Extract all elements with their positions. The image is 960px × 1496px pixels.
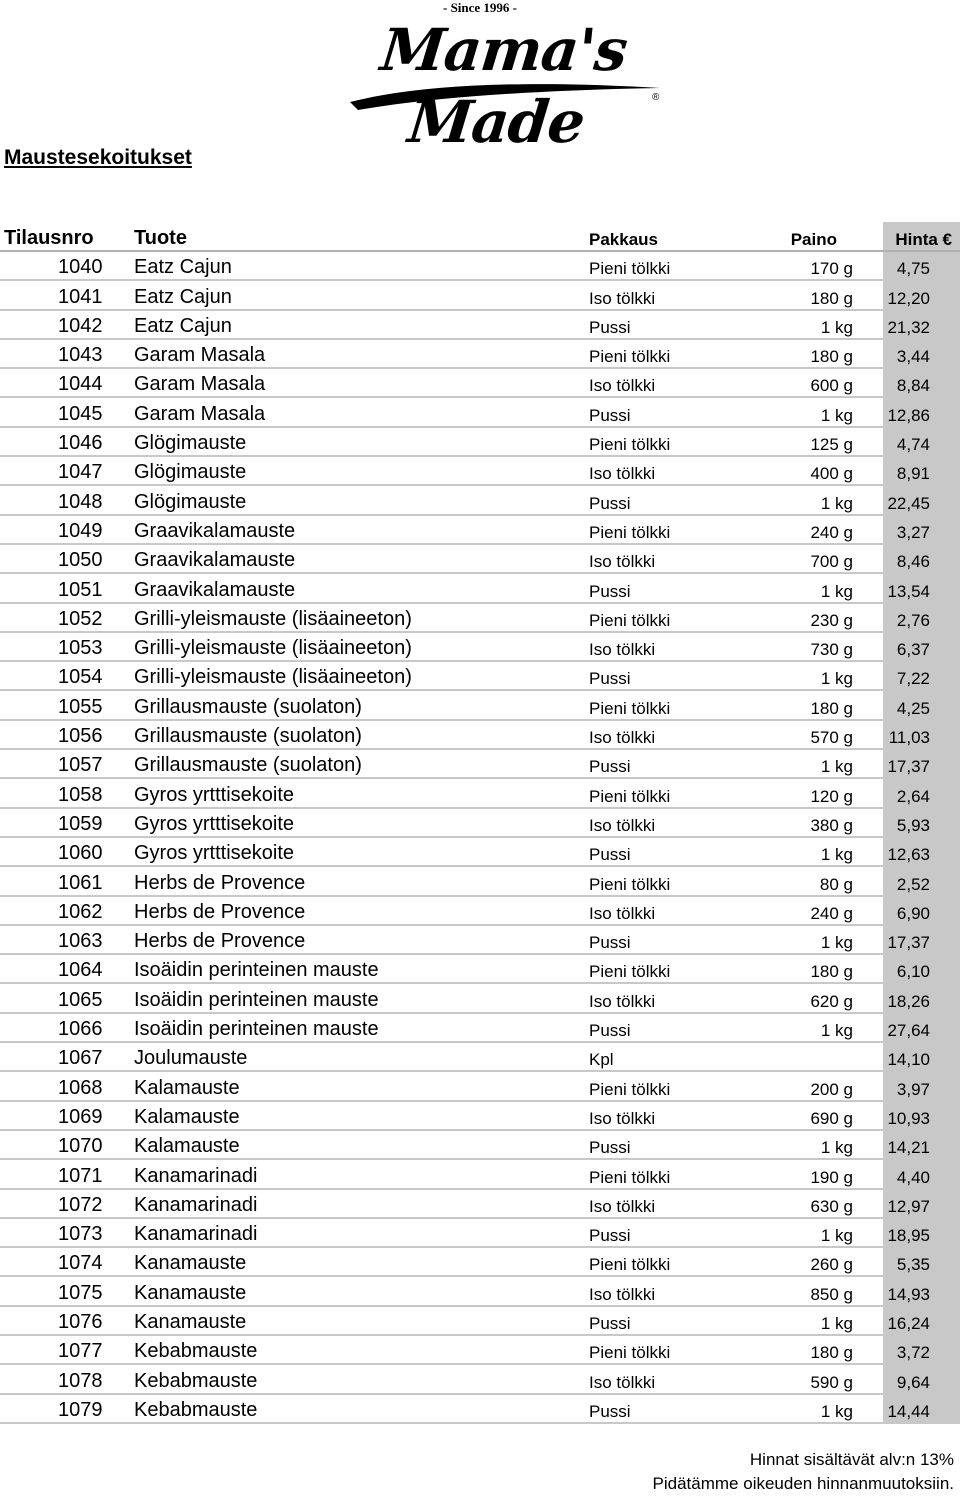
order-number-text: 1065 — [58, 988, 103, 1011]
table-row — [0, 690, 960, 719]
table-header-row — [0, 222, 960, 251]
table-row — [0, 1364, 960, 1393]
package-cell: Iso tölkki — [589, 896, 729, 925]
package-cell: Pieni tölkki — [589, 603, 729, 632]
table-row — [0, 573, 960, 602]
product-name-cell: Kanamauste — [134, 1247, 589, 1276]
table-row — [0, 1218, 960, 1247]
order-number-cell — [0, 720, 134, 749]
table-row — [0, 1335, 960, 1364]
price-cell: 12,86 — [883, 397, 960, 426]
product-name-cell: Garam Masala — [134, 368, 589, 397]
product-name-cell: Kanamarinadi — [134, 1189, 589, 1218]
order-number-cell — [0, 1276, 134, 1305]
product-name-cell: Gyros yrtttisekoite — [134, 778, 589, 807]
order-number-text: 1059 — [58, 812, 103, 835]
package-cell: Iso tölkki — [589, 368, 729, 397]
logo-wordmark: Mama's Made — [377, 16, 630, 156]
table-row — [0, 1276, 960, 1305]
price-cell: 6,37 — [883, 632, 960, 661]
price-cell: 18,26 — [883, 983, 960, 1012]
table-row — [0, 1306, 960, 1335]
section-title: Maustesekoitukset — [4, 146, 192, 169]
table-row — [0, 1247, 960, 1276]
table-row — [0, 1042, 960, 1071]
weight-cell: 1 kg — [729, 1013, 883, 1042]
product-name-cell: Eatz Cajun — [134, 310, 589, 339]
order-number-text: 1067 — [58, 1047, 103, 1070]
weight-cell: 120 g — [729, 778, 883, 807]
order-number-text: 1076 — [58, 1310, 103, 1333]
table-row — [0, 1159, 960, 1188]
order-number-cell — [0, 749, 134, 778]
weight-cell: 125 g — [729, 427, 883, 456]
table-row — [0, 954, 960, 983]
weight-cell: 630 g — [729, 1189, 883, 1218]
weight-cell: 620 g — [729, 983, 883, 1012]
table-row — [0, 837, 960, 866]
weight-cell: 1 kg — [729, 1306, 883, 1335]
order-number-cell — [0, 515, 134, 544]
table-row — [0, 1394, 960, 1423]
order-number-cell — [0, 954, 134, 983]
package-cell: Iso tölkki — [589, 1189, 729, 1218]
order-number-text: 1041 — [58, 285, 103, 308]
package-cell: Pieni tölkki — [589, 1247, 729, 1276]
order-number-cell — [0, 339, 134, 368]
package-cell: Pussi — [589, 749, 729, 778]
order-number-cell — [0, 925, 134, 954]
order-number-text: 1042 — [58, 314, 103, 337]
price-cell: 10,93 — [883, 1101, 960, 1130]
table-row — [0, 310, 960, 339]
price-cell: 4,25 — [883, 690, 960, 719]
order-number-text: 1056 — [58, 725, 103, 748]
order-number-cell — [0, 573, 134, 602]
product-name-cell: Kanamauste — [134, 1306, 589, 1335]
product-name-cell: Graavikalamauste — [134, 515, 589, 544]
price-cell: 3,27 — [883, 515, 960, 544]
table-row — [0, 983, 960, 1012]
order-number-cell — [0, 1042, 134, 1071]
product-name-cell: Glögimauste — [134, 456, 589, 485]
order-number-text: 1043 — [58, 344, 103, 367]
table-row — [0, 632, 960, 661]
order-number-cell — [0, 603, 134, 632]
vat-note: Hinnat sisältävät alv:n 13% — [749, 1450, 954, 1469]
table-row — [0, 661, 960, 690]
order-number-cell — [0, 632, 134, 661]
price-cell: 17,37 — [883, 749, 960, 778]
product-name-cell: Kalamauste — [134, 1130, 589, 1159]
order-number-cell — [0, 778, 134, 807]
order-number-text: 1050 — [58, 549, 103, 572]
order-number-cell — [0, 1101, 134, 1130]
order-number-text: 1053 — [58, 637, 103, 660]
package-cell: Pieni tölkki — [589, 1335, 729, 1364]
product-name-cell: Grillausmauste (suolaton) — [134, 749, 589, 778]
product-name-cell: Herbs de Provence — [134, 896, 589, 925]
weight-cell: 850 g — [729, 1276, 883, 1305]
table-row — [0, 866, 960, 895]
product-name-cell: Kebabmauste — [134, 1335, 589, 1364]
package-cell: Pussi — [589, 1306, 729, 1335]
table-row — [0, 456, 960, 485]
weight-cell: 1 kg — [729, 749, 883, 778]
price-cell: 8,46 — [883, 544, 960, 573]
order-number-cell — [0, 280, 134, 309]
order-number-cell — [0, 1394, 134, 1423]
price-cell: 18,95 — [883, 1218, 960, 1247]
order-number-cell — [0, 1071, 134, 1100]
order-number-cell — [0, 1013, 134, 1042]
price-cell: 14,10 — [883, 1042, 960, 1071]
order-number-text: 1073 — [58, 1223, 103, 1246]
order-number-text: 1061 — [58, 871, 103, 894]
weight-cell: 1 kg — [729, 661, 883, 690]
product-name-cell: Garam Masala — [134, 339, 589, 368]
price-cell: 14,21 — [883, 1130, 960, 1159]
package-cell: Kpl — [589, 1042, 729, 1071]
price-cell: 12,97 — [883, 1189, 960, 1218]
order-number-text: 1058 — [58, 783, 103, 806]
package-cell: Pieni tölkki — [589, 427, 729, 456]
order-number-cell — [0, 1364, 134, 1393]
column-header-weight: Paino — [729, 222, 883, 251]
table-row — [0, 1130, 960, 1159]
weight-cell: 1 kg — [729, 397, 883, 426]
package-cell: Pieni tölkki — [589, 1159, 729, 1188]
weight-cell: 170 g — [729, 251, 883, 280]
product-name-cell: Joulumauste — [134, 1042, 589, 1071]
package-cell: Pieni tölkki — [589, 515, 729, 544]
table-row — [0, 1101, 960, 1130]
weight-cell: 180 g — [729, 954, 883, 983]
order-number-text: 1060 — [58, 842, 103, 865]
order-number-cell — [0, 544, 134, 573]
column-header-package: Pakkaus — [589, 222, 729, 251]
product-name-cell: Kanamauste — [134, 1276, 589, 1305]
order-number-text: 1078 — [58, 1369, 103, 1392]
order-number-cell — [0, 397, 134, 426]
order-number-cell — [0, 661, 134, 690]
price-cell: 16,24 — [883, 1306, 960, 1335]
product-name-cell: Grillausmauste (suolaton) — [134, 720, 589, 749]
product-name-cell: Grilli-yleismauste (lisäaineeton) — [134, 661, 589, 690]
table-row — [0, 1071, 960, 1100]
package-cell: Pussi — [589, 485, 729, 514]
brand-logo — [330, 14, 670, 156]
order-number-cell — [0, 456, 134, 485]
order-number-cell — [0, 1189, 134, 1218]
order-number-text: 1072 — [58, 1193, 103, 1216]
order-number-text: 1040 — [58, 256, 103, 279]
order-number-cell — [0, 866, 134, 895]
package-cell: Iso tölkki — [589, 720, 729, 749]
package-cell: Iso tölkki — [589, 544, 729, 573]
product-name-cell: Gyros yrtttisekoite — [134, 837, 589, 866]
product-name-cell: Kebabmauste — [134, 1364, 589, 1393]
package-cell: Iso tölkki — [589, 632, 729, 661]
table-row — [0, 603, 960, 632]
order-number-cell — [0, 896, 134, 925]
weight-cell: 260 g — [729, 1247, 883, 1276]
package-cell: Pussi — [589, 573, 729, 602]
price-cell: 7,22 — [883, 661, 960, 690]
price-cell: 12,20 — [883, 280, 960, 309]
weight-cell: 1 kg — [729, 573, 883, 602]
price-table — [0, 222, 960, 1424]
order-number-cell — [0, 1218, 134, 1247]
weight-cell: 180 g — [729, 339, 883, 368]
order-number-text: 1063 — [58, 930, 103, 953]
order-number-text: 1054 — [58, 666, 103, 689]
order-number-cell — [0, 690, 134, 719]
weight-cell: 180 g — [729, 1335, 883, 1364]
product-name-cell: Kalamauste — [134, 1071, 589, 1100]
order-number-text: 1062 — [58, 900, 103, 923]
order-number-text: 1068 — [58, 1076, 103, 1099]
package-cell: Pussi — [589, 1218, 729, 1247]
package-cell: Pussi — [589, 1013, 729, 1042]
package-cell: Iso tölkki — [589, 808, 729, 837]
package-cell: Pussi — [589, 1394, 729, 1423]
package-cell: Pussi — [589, 925, 729, 954]
table-row — [0, 720, 960, 749]
weight-cell: 1 kg — [729, 310, 883, 339]
table-row — [0, 778, 960, 807]
package-cell: Iso tölkki — [589, 983, 729, 1012]
package-cell: Pieni tölkki — [589, 251, 729, 280]
price-cell: 4,40 — [883, 1159, 960, 1188]
weight-cell: 730 g — [729, 632, 883, 661]
order-number-cell — [0, 983, 134, 1012]
product-name-cell: Graavikalamauste — [134, 573, 589, 602]
footer-notes — [653, 1448, 954, 1496]
weight-cell — [729, 1042, 883, 1071]
order-number-text: 1064 — [58, 959, 103, 982]
price-cell: 27,64 — [883, 1013, 960, 1042]
order-number-text: 1046 — [58, 432, 103, 455]
price-cell: 4,75 — [883, 251, 960, 280]
order-number-cell — [0, 1247, 134, 1276]
weight-cell: 240 g — [729, 515, 883, 544]
order-number-text: 1069 — [58, 1105, 103, 1128]
package-cell: Pussi — [589, 1130, 729, 1159]
order-number-text: 1048 — [58, 490, 103, 513]
package-cell: Pussi — [589, 661, 729, 690]
weight-cell: 1 kg — [729, 485, 883, 514]
product-name-cell: Gyros yrtttisekoite — [134, 808, 589, 837]
column-header-price: Hinta € — [883, 222, 960, 251]
product-name-cell: Isoäidin perinteinen mauste — [134, 954, 589, 983]
weight-cell: 80 g — [729, 866, 883, 895]
price-cell: 3,44 — [883, 339, 960, 368]
price-cell: 2,64 — [883, 778, 960, 807]
product-name-cell: Grilli-yleismauste (lisäaineeton) — [134, 632, 589, 661]
weight-cell: 380 g — [729, 808, 883, 837]
package-cell: Iso tölkki — [589, 1364, 729, 1393]
package-cell: Pieni tölkki — [589, 1071, 729, 1100]
product-name-cell: Herbs de Provence — [134, 925, 589, 954]
table-row — [0, 544, 960, 573]
registered-mark: ® — [652, 92, 660, 103]
table-row — [0, 339, 960, 368]
table-row — [0, 280, 960, 309]
weight-cell: 1 kg — [729, 1130, 883, 1159]
package-cell: Iso tölkki — [589, 1101, 729, 1130]
weight-cell: 690 g — [729, 1101, 883, 1130]
order-number-text: 1047 — [58, 461, 103, 484]
column-header-product: Tuote — [134, 222, 589, 251]
product-name-cell: Herbs de Provence — [134, 866, 589, 895]
table-row — [0, 397, 960, 426]
order-number-cell — [0, 427, 134, 456]
price-cell: 4,74 — [883, 427, 960, 456]
order-number-text: 1045 — [58, 402, 103, 425]
order-number-cell — [0, 808, 134, 837]
table-row — [0, 1189, 960, 1218]
page-header — [0, 0, 960, 156]
table-row — [0, 515, 960, 544]
weight-cell: 1 kg — [729, 925, 883, 954]
package-cell: Iso tölkki — [589, 280, 729, 309]
product-name-cell: Kanamarinadi — [134, 1218, 589, 1247]
product-name-cell: Grilli-yleismauste (lisäaineeton) — [134, 603, 589, 632]
order-number-text: 1079 — [58, 1398, 103, 1421]
package-cell: Pussi — [589, 310, 729, 339]
order-number-text: 1044 — [58, 373, 103, 396]
order-number-text: 1057 — [58, 754, 103, 777]
order-number-cell — [0, 368, 134, 397]
package-cell: Pussi — [589, 837, 729, 866]
order-number-text: 1052 — [58, 607, 103, 630]
price-cell: 14,93 — [883, 1276, 960, 1305]
order-number-cell — [0, 837, 134, 866]
table-row — [0, 427, 960, 456]
product-name-cell: Grillausmauste (suolaton) — [134, 690, 589, 719]
table-row — [0, 896, 960, 925]
product-name-cell: Eatz Cajun — [134, 280, 589, 309]
product-name-cell: Graavikalamauste — [134, 544, 589, 573]
price-cell: 14,44 — [883, 1394, 960, 1423]
order-number-cell — [0, 1130, 134, 1159]
order-number-text: 1051 — [58, 578, 103, 601]
product-name-cell: Garam Masala — [134, 397, 589, 426]
package-cell: Pieni tölkki — [589, 690, 729, 719]
order-number-text: 1070 — [58, 1135, 103, 1158]
price-cell: 2,76 — [883, 603, 960, 632]
weight-cell: 190 g — [729, 1159, 883, 1188]
order-number-text: 1075 — [58, 1281, 103, 1304]
weight-cell: 240 g — [729, 896, 883, 925]
price-cell: 3,97 — [883, 1071, 960, 1100]
price-cell: 22,45 — [883, 485, 960, 514]
weight-cell: 700 g — [729, 544, 883, 573]
weight-cell: 1 kg — [729, 837, 883, 866]
table-row — [0, 251, 960, 280]
order-number-cell — [0, 310, 134, 339]
package-cell: Pussi — [589, 397, 729, 426]
table-body — [0, 251, 960, 1423]
order-number-cell — [0, 1159, 134, 1188]
order-number-text: 1049 — [58, 519, 103, 542]
weight-cell: 180 g — [729, 280, 883, 309]
table-row — [0, 925, 960, 954]
since-tagline: - Since 1996 - — [442, 0, 518, 15]
table-row — [0, 749, 960, 778]
product-name-cell: Glögimauste — [134, 427, 589, 456]
weight-cell: 570 g — [729, 720, 883, 749]
weight-cell: 230 g — [729, 603, 883, 632]
price-cell: 2,52 — [883, 866, 960, 895]
order-number-text: 1055 — [58, 695, 103, 718]
package-cell: Pieni tölkki — [589, 339, 729, 368]
order-number-cell — [0, 251, 134, 280]
price-cell: 12,63 — [883, 837, 960, 866]
package-cell: Iso tölkki — [589, 1276, 729, 1305]
order-number-text: 1071 — [58, 1164, 103, 1187]
order-number-cell — [0, 1306, 134, 1335]
table-row — [0, 485, 960, 514]
price-cell: 17,37 — [883, 925, 960, 954]
price-cell: 5,35 — [883, 1247, 960, 1276]
table-row — [0, 368, 960, 397]
package-cell: Iso tölkki — [589, 456, 729, 485]
price-cell: 6,10 — [883, 954, 960, 983]
order-number-text: 1066 — [58, 1018, 103, 1041]
column-header-order-number: Tilausnro — [0, 222, 134, 251]
price-cell: 5,93 — [883, 808, 960, 837]
package-cell: Pieni tölkki — [589, 866, 729, 895]
product-name-cell: Isoäidin perinteinen mauste — [134, 1013, 589, 1042]
price-cell: 3,72 — [883, 1335, 960, 1364]
weight-cell: 600 g — [729, 368, 883, 397]
price-cell: 21,32 — [883, 310, 960, 339]
price-cell: 11,03 — [883, 720, 960, 749]
weight-cell: 400 g — [729, 456, 883, 485]
order-number-text: 1077 — [58, 1340, 103, 1363]
price-cell: 9,64 — [883, 1364, 960, 1393]
price-cell: 8,84 — [883, 368, 960, 397]
table-row — [0, 808, 960, 837]
product-name-cell: Kanamarinadi — [134, 1159, 589, 1188]
weight-cell: 200 g — [729, 1071, 883, 1100]
price-cell: 8,91 — [883, 456, 960, 485]
weight-cell: 590 g — [729, 1364, 883, 1393]
order-number-cell — [0, 485, 134, 514]
weight-cell: 180 g — [729, 690, 883, 719]
price-cell: 13,54 — [883, 573, 960, 602]
package-cell: Pieni tölkki — [589, 778, 729, 807]
product-name-cell: Isoäidin perinteinen mauste — [134, 983, 589, 1012]
price-change-note: Pidätämme oikeuden hinnanmuutoksiin. — [652, 1474, 954, 1493]
table-row — [0, 1013, 960, 1042]
product-name-cell: Eatz Cajun — [134, 251, 589, 280]
weight-cell: 1 kg — [729, 1218, 883, 1247]
product-name-cell: Kalamauste — [134, 1101, 589, 1130]
price-cell: 6,90 — [883, 896, 960, 925]
order-number-text: 1074 — [58, 1252, 103, 1275]
product-name-cell: Glögimauste — [134, 485, 589, 514]
order-number-cell — [0, 1335, 134, 1364]
package-cell: Pieni tölkki — [589, 954, 729, 983]
weight-cell: 1 kg — [729, 1394, 883, 1423]
product-name-cell: Kebabmauste — [134, 1394, 589, 1423]
